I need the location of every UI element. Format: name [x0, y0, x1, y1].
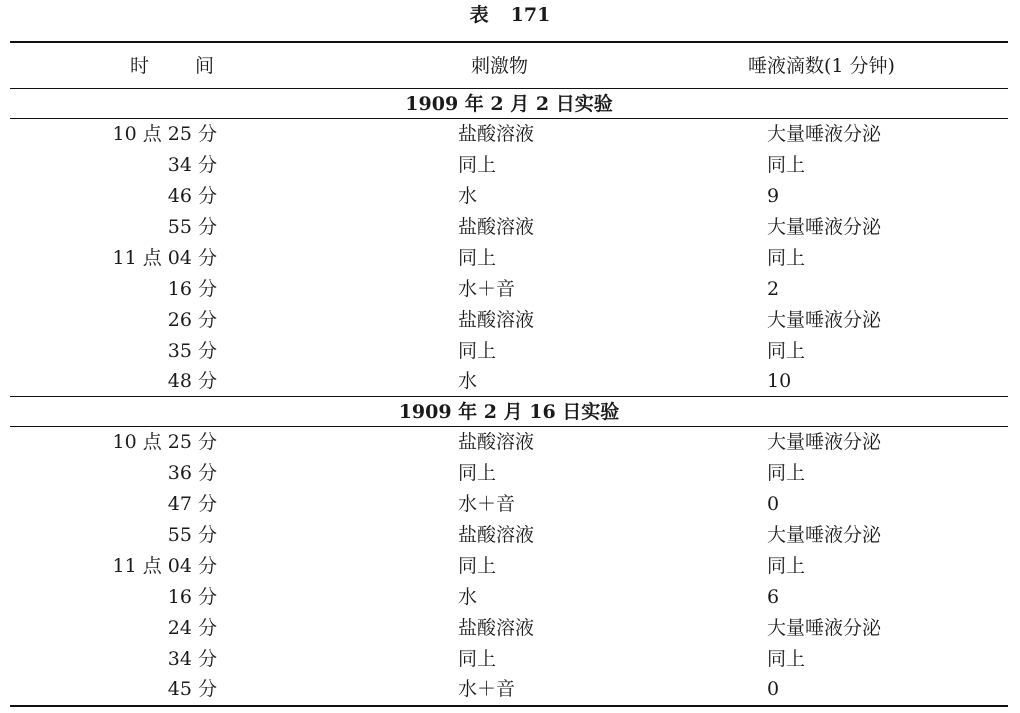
drops-cell: 同上: [767, 340, 806, 362]
table-header: [10, 48, 1008, 84]
time-cell: 45 分: [167, 678, 217, 700]
time-cell: 10 点 25 分: [112, 123, 217, 145]
table-row: [10, 305, 1008, 336]
stimulus-cell: 同上: [458, 154, 497, 176]
caption-number: 171: [510, 4, 551, 26]
drops-cell: 同上: [767, 648, 806, 670]
drops-cell: 10: [767, 370, 792, 392]
header-stimulus: 刺激物: [471, 55, 529, 77]
table-row: [10, 674, 1008, 705]
time-cell: 10 点 25 分: [112, 431, 217, 453]
table-row: [10, 119, 1008, 150]
drops-cell: 同上: [767, 154, 806, 176]
drops-cell: 2: [767, 278, 780, 300]
stimulus-cell: 同上: [458, 555, 497, 577]
table-row: [10, 150, 1008, 181]
section-title: 1909 年 2 月 16 日实验: [398, 401, 620, 423]
drops-cell: 9: [767, 185, 780, 207]
time-cell: 11 点 04 分: [112, 555, 217, 577]
time-cell: 16 分: [167, 586, 217, 608]
drops-cell: 大量唾液分泌: [767, 617, 882, 639]
stimulus-cell: 盐酸溶液: [458, 617, 535, 639]
table-caption: [0, 0, 1020, 30]
time-cell: 24 分: [167, 617, 217, 639]
stimulus-cell: 水: [458, 185, 478, 207]
drops-cell: 0: [767, 678, 780, 700]
drops-cell: 同上: [767, 462, 806, 484]
time-cell: 36 分: [167, 462, 217, 484]
table-row: [10, 366, 1008, 397]
drops-cell: 大量唾液分泌: [767, 216, 882, 238]
stimulus-cell: 同上: [458, 247, 497, 269]
drops-cell: 大量唾液分泌: [767, 431, 882, 453]
time-cell: 11 点 04 分: [112, 247, 217, 269]
section-rule: [10, 396, 1008, 397]
table-row: [10, 336, 1008, 367]
stimulus-cell: 水＋音: [458, 493, 516, 515]
drops-cell: 同上: [767, 247, 806, 269]
time-cell: 34 分: [167, 154, 217, 176]
drops-cell: 6: [767, 586, 780, 608]
drops-cell: 同上: [767, 555, 806, 577]
time-cell: 55 分: [167, 524, 217, 546]
table-row: [10, 489, 1008, 520]
stimulus-cell: 同上: [458, 648, 497, 670]
stimulus-cell: 盐酸溶液: [458, 431, 535, 453]
stimulus-cell: 盐酸溶液: [458, 123, 535, 145]
section-title: 1909 年 2 月 2 日实验: [405, 93, 613, 115]
header-drops: 唾液滴数(1 分钟): [748, 55, 895, 77]
table-row: [10, 551, 1008, 582]
table-row: [10, 243, 1008, 274]
time-cell: 16 分: [167, 278, 217, 300]
table-row: [10, 427, 1008, 458]
time-cell: 34 分: [167, 648, 217, 670]
stimulus-cell: 盐酸溶液: [458, 309, 535, 331]
caption-label: 表: [469, 4, 489, 26]
time-cell: 55 分: [167, 216, 217, 238]
stimulus-cell: 同上: [458, 462, 497, 484]
drops-cell: 0: [767, 493, 780, 515]
stimulus-cell: 水＋音: [458, 278, 516, 300]
table-row: [10, 520, 1008, 551]
table-row: [10, 613, 1008, 644]
drops-cell: 大量唾液分泌: [767, 309, 882, 331]
time-cell: 48 分: [167, 370, 217, 392]
top-rule: [10, 41, 1008, 43]
table-row: [10, 582, 1008, 613]
time-cell: 26 分: [167, 309, 217, 331]
stimulus-cell: 水: [458, 370, 478, 392]
stimulus-cell: 盐酸溶液: [458, 216, 535, 238]
stimulus-cell: 盐酸溶液: [458, 524, 535, 546]
time-cell: 35 分: [167, 340, 217, 362]
drops-cell: 大量唾液分泌: [767, 123, 882, 145]
table-row: [10, 274, 1008, 305]
stimulus-cell: 同上: [458, 340, 497, 362]
header-rule: [10, 88, 1008, 89]
table-row: [10, 181, 1008, 212]
header-time: 时间: [130, 55, 261, 77]
stimulus-cell: 水: [458, 586, 478, 608]
table-row: [10, 458, 1008, 489]
time-cell: 46 分: [167, 185, 217, 207]
table-row: [10, 644, 1008, 675]
time-cell: 47 分: [167, 493, 217, 515]
drops-cell: 大量唾液分泌: [767, 524, 882, 546]
stimulus-cell: 水＋音: [458, 678, 516, 700]
table-row: [10, 212, 1008, 243]
bottom-rule: [10, 705, 1008, 707]
